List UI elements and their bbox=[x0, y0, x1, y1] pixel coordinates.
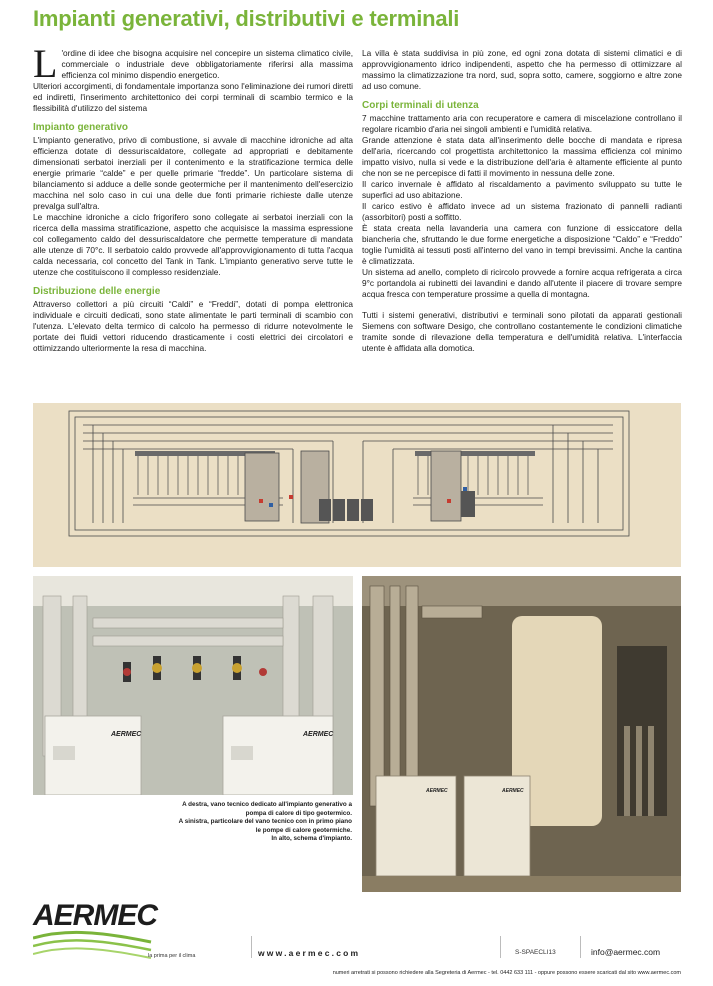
schematic-illustration bbox=[33, 403, 681, 567]
heading-distribuzione: Distribuzione delle energie bbox=[33, 286, 161, 297]
zone-paragraph: La villa è stata suddivisa in più zone, ed ogni zona dotata di sistemi climatici e di approvvigionamento idrico indipendenti, aspetto che ha permesso di ottimizzare al massimo la climatizzazione tra nord, sud, sopra sotto, camere, soggiorno e altre zone ad uso comune. bbox=[362, 48, 682, 91]
photo-heat-pumps-closeup bbox=[33, 576, 353, 795]
aermec-logo: AERMEC bbox=[33, 899, 158, 932]
footer-divider bbox=[500, 936, 501, 958]
heat-pumps-image bbox=[33, 576, 353, 795]
logo-swoosh-icon bbox=[33, 928, 153, 960]
aermec-unit-label-front-right: AERMEC bbox=[502, 788, 524, 794]
caption-line: le pompe di calore geotermiche. bbox=[255, 826, 352, 834]
terminali-paragraph-2: Grande attenzione è stata data all'inserimento delle bocche di mandata e ripresa dell'aria, ricercando col progettista architettonico la massima efficienza col minimo impatto visivo, nulla si vede e la distribuzione dell'aria è altamente efficiente al punto che non se ne percepisce di fatti il movimento in nessuna delle zone. bbox=[362, 135, 682, 178]
aermec-unit-label-left: AERMEC bbox=[111, 731, 142, 738]
intro-text: 'ordine di idee che bisogna acquisire nel concepire un sistema climatico civile, commerciale o industriale deve obbligatoriamente riferirsi alla massima efficienza col minimo dispendio energetico. bbox=[61, 48, 353, 80]
caption-line: pompa di calore di tipo geotermico. bbox=[245, 809, 352, 817]
footer-footnote: numeri arretrati si possono richiedere alla Segreteria di Aermec - tel. 0442 633 111 - oppure possono essere scaricati dal sito www.aermec.com bbox=[332, 970, 681, 976]
intro-paragraph-2: Ulteriori accorgimenti, di fondamentale importanza sono l'eliminazione dei rumori diretti ed indiretti, l'inserimento architettonico dei corpi terminali di scambio termico e la flessibilità d'utilizzo del sistema bbox=[33, 81, 353, 113]
terminali-paragraph-6: Un sistema ad anello, completo di ricircolo provvede a fornire acqua refrigerata a circa 9°c portandola ai rubinetti dei lavandini e dando all'utente il piacere di trovare sempre acqua fresca con temperature prossime a quella di montagna. bbox=[362, 267, 682, 299]
terminali-paragraph-1: 7 macchine trattamento aria con recuperatore e camera di miscelazione controllano il regolare ricambio d'aria nei singoli ambienti e l'umidità relativa. bbox=[362, 113, 682, 134]
aermec-unit-label-front-left: AERMEC bbox=[426, 788, 448, 794]
footer-website-link[interactable]: www.aermec.com bbox=[258, 948, 361, 958]
terminali-paragraph-3: Il carico invernale è affidato al riscaldamento a pavimento sviluppato su tutte le superfici ad uso abitazione. bbox=[362, 179, 682, 200]
intro-paragraph bbox=[33, 41, 353, 86]
photo-caption bbox=[140, 801, 352, 844]
dropcap-letter: L bbox=[33, 41, 58, 86]
caption-line: A destra, vano tecnico dedicato all'impianto generativo a bbox=[182, 801, 352, 808]
photo-technical-room bbox=[362, 576, 681, 892]
page-title: Impianti generativi, distributivi e terminali bbox=[33, 6, 460, 31]
terminali-paragraph-5: È stata creata nella lavanderia una camera con funzione di essiccatore della biancheria che, sfruttando le due forme energetiche a disposizione “Caldo” e “Freddo” toglie l'umidità ai tessuti posti all'interno del vano in tempi brevissimi. Anche la cantina è climatizzata. bbox=[362, 223, 682, 266]
terminali-paragraph-4: Il carico estivo è affidato invece ad un sistema frazionato di pannelli radianti (assorbitori) posti a soffitto. bbox=[362, 201, 682, 222]
technical-room-image bbox=[362, 576, 681, 892]
generativo-paragraph-1: L'impianto generativo, privo di combustione, si avvale di macchine idroniche ad alta efficienza dotate di dessuriscaldatore, collegate ad appropriati e debitamente dimensionati serbatoi inerziali per il contenimento e la stratificazione termica delle energie primarie “calde” e per quelle primarie “fredde”. Un particolare sistema di bilanciamento si adduce a delle sonde geotermiche per il mantenimento dell'esercizio macchina nel solo caso in cui una delle due fonti primarie richieste dalle utenze prevalga sull'altra. bbox=[33, 135, 353, 211]
right-column bbox=[362, 48, 682, 354]
caption-line: In alto, schema d'impianto. bbox=[271, 835, 352, 843]
caption-line: A sinistra, particolare del vano tecnico con in primo piano bbox=[178, 818, 352, 826]
footer-slogan: la prima per il clima bbox=[148, 953, 196, 959]
distribuzione-paragraph: Attraverso collettori a più circuiti “Caldi” e “Freddi”, dotati di pompa elettronica individuale e circuiti dedicati, sono state alimentate le parti terminali di scambio con l'utenza. L'elevato delta termico di calcolo ha permesso di ridurre notevolmente le portate dei fluidi vettori riducendo drasticamente i costi elettrici dei circolatori e ottimizzando ulteriormente la resa di macchina. bbox=[33, 299, 353, 353]
generativo-paragraph-2: Le macchine idroniche a ciclo frigorifero sono collegate ai serbatoi inerziali con la ricerca della massima stratificazione, aspetto che acquisisce la massima espressione col collegamento caldo del dessuriscaldatore che permette temperature di mandata alle utenze di 70°c. Il serbatoio caldo provvede all'approvvigionamento di tutta l'acqua calda necessaria, col concetto del Tank in Tank. L'impianto generativo serve tutte le utenze che costituiscono il complesso residenziale. bbox=[33, 212, 353, 277]
footer-email-link[interactable]: info@aermec.com bbox=[591, 947, 661, 957]
footer-document-code: S-SPAECLI13 bbox=[515, 949, 556, 956]
siemens-paragraph: Tutti i sistemi generativi, distributivi e terminali sono pilotati da apparati gestionali Siemens con software Desigo, che controllano costantemente le condizioni climatiche tramite sonde di rilevazione della temperatura e dell'umidità relativa. L'interfaccia utente è affidata alla domotica. bbox=[362, 310, 682, 353]
plant-schematic-diagram bbox=[33, 403, 681, 567]
aermec-unit-label-right: AERMEC bbox=[303, 731, 334, 738]
heading-corpi-terminali: Corpi terminali di utenza bbox=[362, 100, 479, 111]
footer-divider bbox=[251, 936, 252, 958]
left-column bbox=[33, 41, 353, 354]
heading-impianto-generativo: Impianto generativo bbox=[33, 122, 129, 133]
footer-divider bbox=[580, 936, 581, 958]
